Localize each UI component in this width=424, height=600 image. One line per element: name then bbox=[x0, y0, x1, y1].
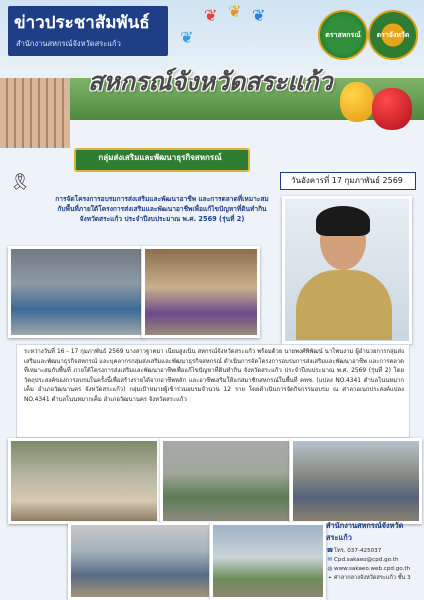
contact-panel bbox=[326, 520, 422, 583]
group-photo bbox=[160, 438, 292, 524]
globe-icon: ◍ bbox=[327, 566, 333, 572]
cooperative-logo-text: ตราสหกรณ์ bbox=[325, 30, 361, 39]
section-ribbon-label: กลุ่มส่งเสริมและพัฒนาธุรกิจสหกรณ์ bbox=[98, 153, 222, 162]
sugarcane-image bbox=[0, 78, 70, 148]
website-line[interactable] bbox=[326, 565, 422, 574]
cooperative-logo bbox=[318, 10, 368, 60]
mango-image bbox=[340, 82, 374, 122]
training-photo bbox=[8, 246, 144, 338]
portrait-uniform bbox=[296, 270, 392, 340]
butterfly-icon: ❦ bbox=[228, 2, 242, 21]
phone-text: โทร. 037-425037 bbox=[334, 548, 382, 554]
website-text[interactable]: www.sakaeo.web.cpd.go.th bbox=[334, 566, 411, 572]
group-photo bbox=[290, 438, 422, 524]
butterfly-icon: ❦ bbox=[180, 28, 194, 47]
black-ribbon-icon: 🎗 bbox=[10, 172, 31, 191]
email-icon: ✉ bbox=[327, 557, 333, 563]
training-photo bbox=[142, 246, 260, 338]
venue-photo bbox=[210, 522, 326, 600]
rose-apple-image bbox=[372, 88, 412, 130]
page-title: สหกรณ์จังหวัดสระแก้ว bbox=[88, 67, 333, 96]
province-logo bbox=[368, 10, 418, 60]
phone-line bbox=[326, 547, 422, 556]
portrait-hair bbox=[316, 206, 370, 236]
meeting-photo bbox=[68, 522, 212, 600]
butterfly-icon: ❦ bbox=[204, 6, 218, 25]
phone-icon: ☎ bbox=[326, 548, 334, 554]
body-paragraph: ระหว่างวันที่ 16 - 17 กุมภาพันธ์ 2569 นางสาวฐาตมา เนียมสูงเนิน สหกรณ์จังหวัดสระแก้ว พร้อมด้วย นายพงศ์พิพัฒน์ นาโพนงาม ผู้อำนวยการกลุ่มส่งเสริมและพัฒนาธุรกิจสหกรณ์ และบุคลากรกลุ่มส่งเสริมและพัฒนาธุรกิจสหกรณ์ ดำเนินการจัดโครงการอบรมการส่งเสริมและพัฒนาอาชีพ และการตลาดที่เหมาะสมกับพื้นที่ ภายใต้โครงการส่งเสริมและพัฒนาอาชีพเพื่อแก้ไขปัญหาที่ดินทำกิน จังหวัดสระแก้ว ประจำปีงบประมาณ พ.ศ. 2569 (รุ่นที่ 2) โดยวัตถุประสงค์ของการอบรมในครั้งนี้เพื่อสร้างรายได้จากอาชีพหลัก และอาชีพเสริมให้แก่สมาชิกสหกรณ์ในพื้นที่ คทช. (แปลง NO.4341 ตำบลโนนหมากเค็ม อำเภอวัฒนานคร จังหวัดสระแก้ว) กลุ่มเป้าหมายผู้เข้าร่วมอบรมจำนวน 12 ราย โดยดำเนินการจัดกิจกรรมอบรม ณ ศาลาอเนกประสงค์แปลง NO.4341 ตำบลโนนหมากเค็ม อำเภอวัฒนานคร จังหวัดสระแก้ว bbox=[24, 349, 404, 403]
province-logo-text: ตราจังหวัด bbox=[376, 30, 410, 39]
activity-photo bbox=[8, 438, 160, 524]
news-headline: การจัดโครงการอบรมการส่งเสริมและพัฒนาอาชีพ และการตลาดที่เหมาะสมกับพื้นที่ภายใต้โครงการส่งเสริมและพัฒนาอาชีพเพื่อแก้ไขปัญหาที่ดินทำกิน จังหวัดสระแก้ว ประจำปีงบประมาณ พ.ศ. 2569 (รุ่นที่ 2) bbox=[55, 195, 269, 223]
brand-subtitle: สำนักงานสหกรณ์จังหวัดสระแก้ว bbox=[16, 39, 121, 48]
email-text[interactable]: Cpd.sakaeo@cpd.go.th bbox=[334, 557, 399, 563]
location-pin-icon: ⌖ bbox=[328, 575, 332, 581]
email-line[interactable] bbox=[326, 556, 422, 565]
butterfly-icon: ❦ bbox=[252, 6, 266, 25]
address-line bbox=[326, 574, 422, 583]
address-text: ศาลากลางจังหวัดสระแก้ว ชั้น 3 bbox=[334, 575, 411, 581]
office-name: สำนักงานสหกรณ์จังหวัดสระแก้ว bbox=[326, 521, 404, 542]
brand-title: ข่าวประชาสัมพันธ์ bbox=[14, 13, 150, 33]
date-label: วันอังคารที่ 17 กุมภาพันธ์ 2569 bbox=[291, 176, 403, 185]
